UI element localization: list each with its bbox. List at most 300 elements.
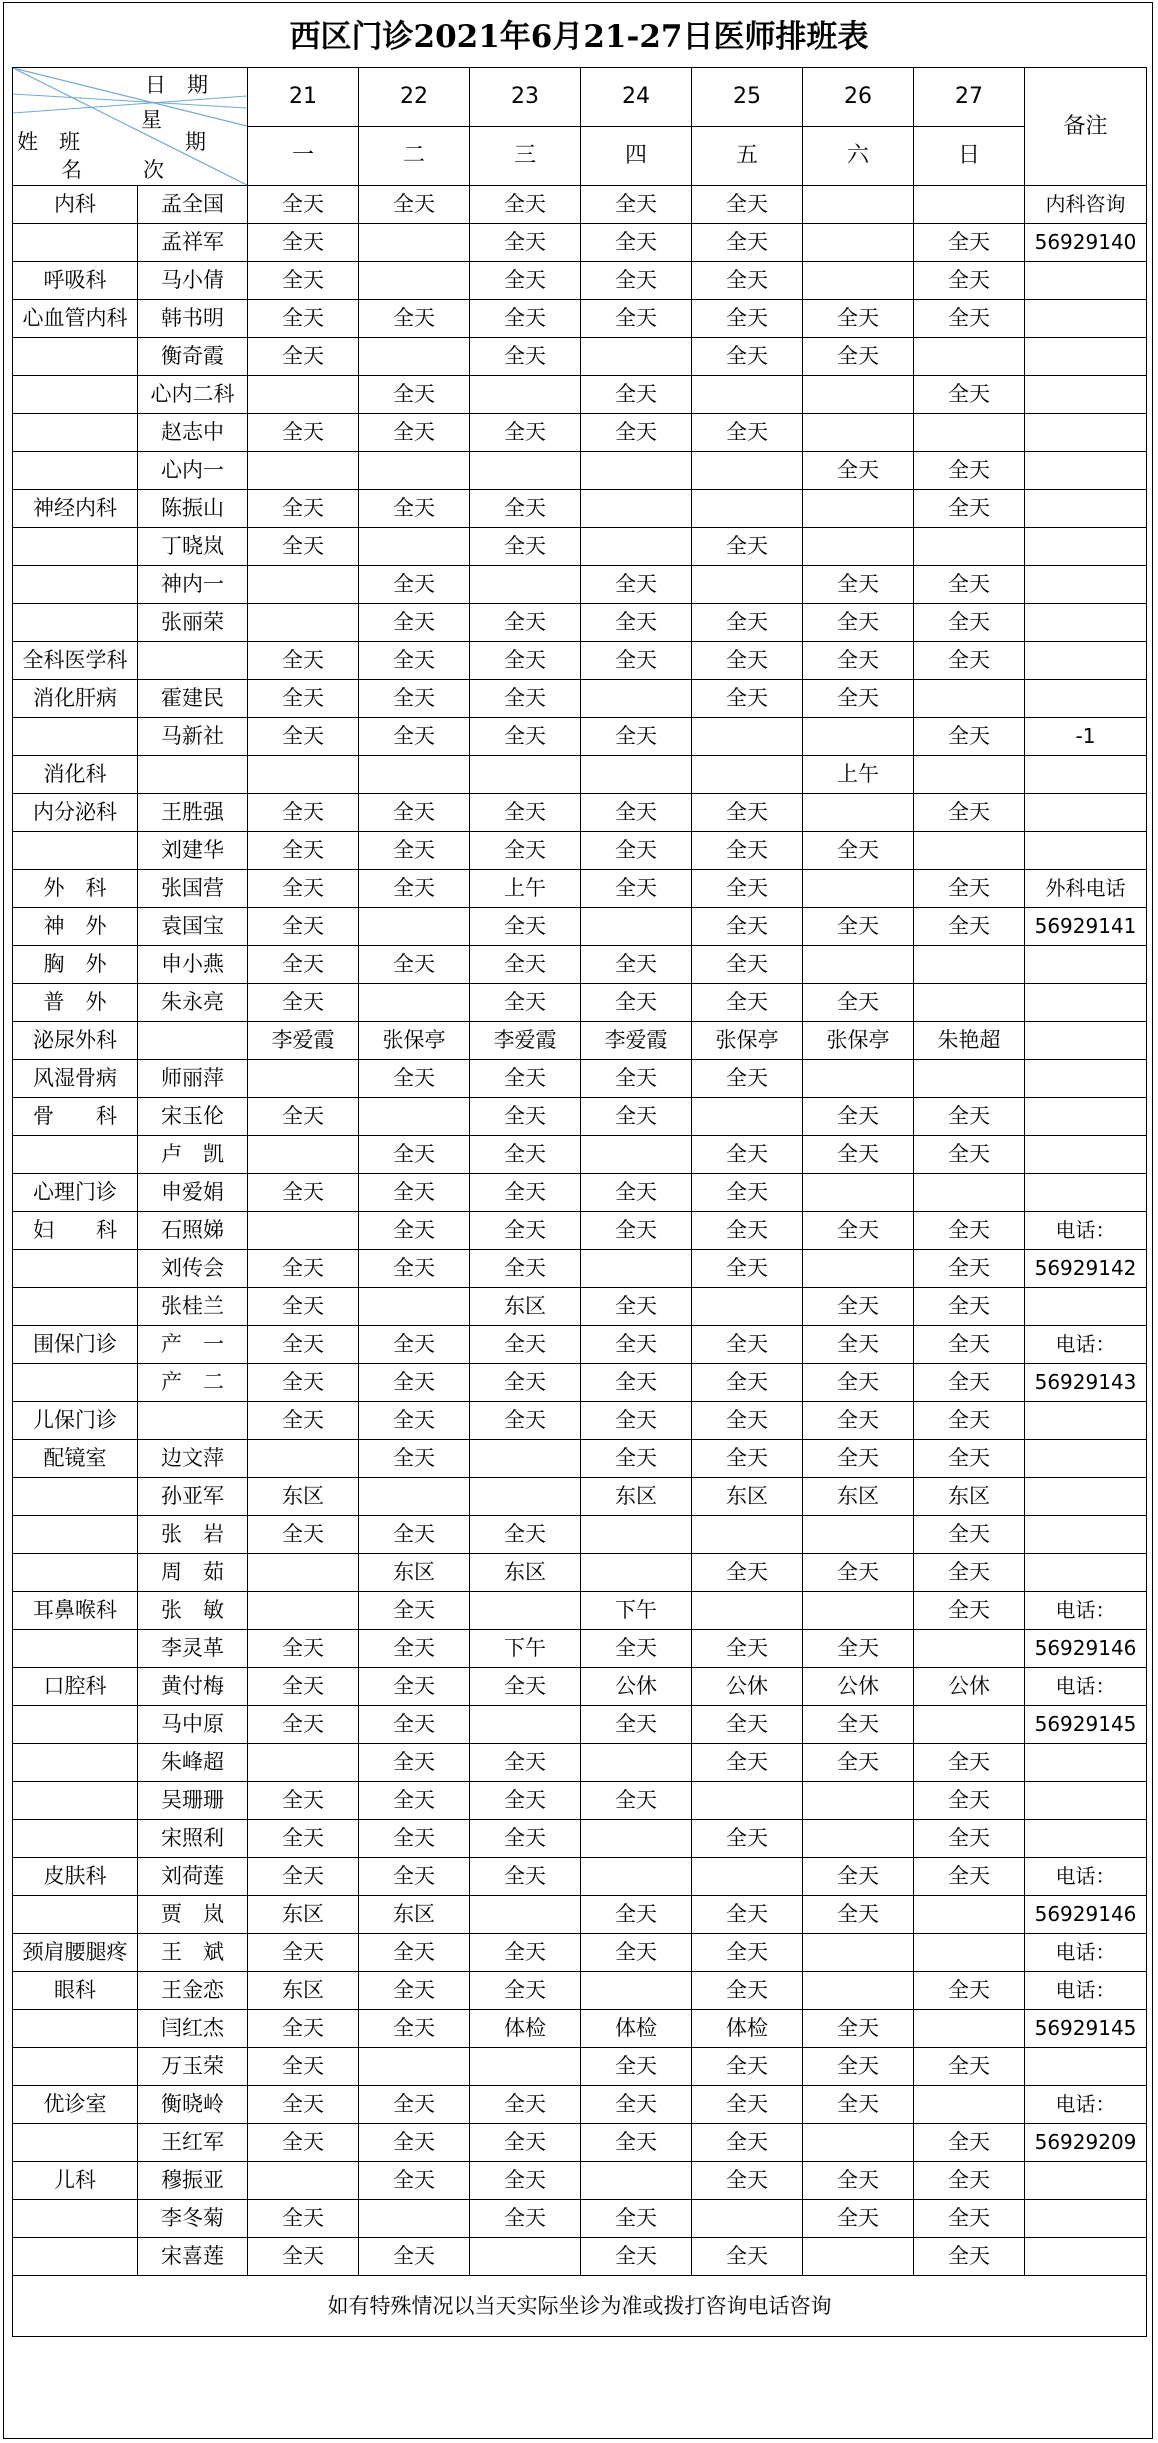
doctor-cell: 韩书明 <box>138 300 248 338</box>
shift-cell: 全天 <box>914 1592 1025 1630</box>
shift-cell: 东区 <box>470 1554 581 1592</box>
shift-cell: 全天 <box>359 2162 470 2200</box>
shift-cell: 全天 <box>359 1174 470 1212</box>
shift-cell <box>803 1250 914 1288</box>
shift-cell: 李爱霞 <box>470 1022 581 1060</box>
department-cell <box>13 1516 138 1554</box>
shift-cell <box>803 186 914 224</box>
shift-cell: 全天 <box>470 414 581 452</box>
shift-cell: 全天 <box>248 1630 359 1668</box>
date-header: 27 <box>914 68 1025 127</box>
note-cell <box>1025 566 1147 604</box>
table-row <box>13 1288 1147 1326</box>
table-row <box>13 1098 1147 1136</box>
shift-cell: 全天 <box>581 186 692 224</box>
note-cell <box>1025 490 1147 528</box>
shift-cell: 全天 <box>470 718 581 756</box>
shift-cell: 全天 <box>692 1554 803 1592</box>
shift-cell: 全天 <box>803 908 914 946</box>
shift-cell: 全天 <box>470 224 581 262</box>
doctor-cell: 霍建民 <box>138 680 248 718</box>
shift-cell: 全天 <box>359 2086 470 2124</box>
shift-cell <box>692 1098 803 1136</box>
shift-cell: 全天 <box>248 338 359 376</box>
table-row <box>13 1402 1147 1440</box>
shift-cell: 全天 <box>803 2086 914 2124</box>
shift-cell <box>803 1060 914 1098</box>
shift-cell <box>692 2200 803 2238</box>
shift-cell: 全天 <box>248 870 359 908</box>
shift-cell: 全天 <box>914 1098 1025 1136</box>
department-cell: 消化肝病 <box>13 680 138 718</box>
shift-cell: 全天 <box>470 1212 581 1250</box>
corner-label-period: 期 <box>185 130 206 154</box>
department-cell: 配镜室 <box>13 1440 138 1478</box>
department-cell: 消化科 <box>13 756 138 794</box>
shift-cell: 全天 <box>470 1934 581 1972</box>
shift-cell: 公休 <box>692 1668 803 1706</box>
department-cell: 风湿骨病 <box>13 1060 138 1098</box>
shift-cell: 全天 <box>692 1896 803 1934</box>
department-cell <box>13 2238 138 2276</box>
shift-cell: 全天 <box>914 870 1025 908</box>
shift-cell <box>914 984 1025 1022</box>
shift-cell: 李爱霞 <box>248 1022 359 1060</box>
shift-cell: 全天 <box>692 832 803 870</box>
note-cell <box>1025 414 1147 452</box>
department-cell: 全科医学科 <box>13 642 138 680</box>
shift-cell: 东区 <box>359 1554 470 1592</box>
doctor-cell: 赵志中 <box>138 414 248 452</box>
department-cell <box>13 1478 138 1516</box>
shift-cell: 全天 <box>692 1934 803 1972</box>
doctor-cell: 马中原 <box>138 1706 248 1744</box>
department-cell <box>13 2010 138 2048</box>
note-cell: 电话： <box>1025 1934 1147 1972</box>
shift-cell: 全天 <box>692 870 803 908</box>
department-cell: 内分泌科 <box>13 794 138 832</box>
note-cell <box>1025 452 1147 490</box>
shift-cell <box>248 566 359 604</box>
note-cell: 电话： <box>1025 1326 1147 1364</box>
shift-cell <box>359 2200 470 2238</box>
doctor-cell <box>138 756 248 794</box>
shift-cell <box>581 452 692 490</box>
table-row <box>13 1174 1147 1212</box>
shift-cell: 全天 <box>914 224 1025 262</box>
shift-cell: 全天 <box>914 2200 1025 2238</box>
shift-cell: 全天 <box>692 2048 803 2086</box>
shift-cell: 全天 <box>692 1060 803 1098</box>
shift-cell: 体检 <box>581 2010 692 2048</box>
table-row <box>13 1972 1147 2010</box>
table-row <box>13 376 1147 414</box>
shift-cell: 全天 <box>248 794 359 832</box>
note-cell <box>1025 2048 1147 2086</box>
department-cell <box>13 604 138 642</box>
table-row <box>13 2238 1147 2276</box>
shift-cell: 全天 <box>914 300 1025 338</box>
shift-cell <box>692 376 803 414</box>
note-cell <box>1025 1516 1147 1554</box>
shift-cell <box>803 490 914 528</box>
shift-cell <box>470 2238 581 2276</box>
shift-cell <box>914 1060 1025 1098</box>
table-row <box>13 414 1147 452</box>
table-row <box>13 1896 1147 1934</box>
shift-cell: 李爱霞 <box>581 1022 692 1060</box>
shift-cell: 全天 <box>248 186 359 224</box>
date-header: 22 <box>359 68 470 127</box>
shift-cell: 下午 <box>470 1630 581 1668</box>
shift-cell: 全天 <box>470 528 581 566</box>
shift-cell: 全天 <box>359 870 470 908</box>
shift-cell: 全天 <box>359 1516 470 1554</box>
shift-cell <box>581 1136 692 1174</box>
shift-cell: 全天 <box>359 414 470 452</box>
table-row <box>13 1706 1147 1744</box>
shift-cell <box>248 376 359 414</box>
shift-cell <box>803 1592 914 1630</box>
shift-cell: 全天 <box>248 414 359 452</box>
shift-cell <box>803 946 914 984</box>
shift-cell: 全天 <box>359 1782 470 1820</box>
table-row <box>13 1668 1147 1706</box>
shift-cell <box>803 1972 914 2010</box>
shift-cell: 全天 <box>803 1896 914 1934</box>
shift-cell: 全天 <box>581 262 692 300</box>
shift-cell: 全天 <box>692 1440 803 1478</box>
table-row <box>13 2048 1147 2086</box>
shift-cell: 全天 <box>470 1136 581 1174</box>
shift-cell: 全天 <box>470 338 581 376</box>
department-cell <box>13 2048 138 2086</box>
department-cell: 颈肩腰腿疼 <box>13 1934 138 1972</box>
shift-cell: 全天 <box>359 1744 470 1782</box>
shift-cell: 全天 <box>470 604 581 642</box>
shift-cell <box>803 1934 914 1972</box>
table-row <box>13 832 1147 870</box>
department-cell <box>13 1706 138 1744</box>
doctor-cell: 王胜强 <box>138 794 248 832</box>
shift-cell: 全天 <box>581 832 692 870</box>
shift-cell: 全天 <box>803 2048 914 2086</box>
doctor-cell: 卢 凯 <box>138 1136 248 1174</box>
shift-cell <box>914 2086 1025 2124</box>
shift-cell: 全天 <box>248 1706 359 1744</box>
corner-label-order: 次 <box>143 158 164 182</box>
note-cell: 56929140 <box>1025 224 1147 262</box>
shift-cell: 全天 <box>248 946 359 984</box>
shift-cell: 全天 <box>359 566 470 604</box>
shift-cell: 全天 <box>692 1630 803 1668</box>
shift-cell: 全天 <box>581 946 692 984</box>
shift-cell: 全天 <box>470 1174 581 1212</box>
table-row <box>13 338 1147 376</box>
table-row <box>13 1516 1147 1554</box>
department-cell: 皮肤科 <box>13 1858 138 1896</box>
note-cell <box>1025 338 1147 376</box>
department-cell: 耳鼻喉科 <box>13 1592 138 1630</box>
department-cell: 心血管内科 <box>13 300 138 338</box>
shift-cell <box>248 2162 359 2200</box>
shift-cell: 全天 <box>914 2238 1025 2276</box>
shift-cell <box>692 1516 803 1554</box>
shift-cell: 全天 <box>470 1744 581 1782</box>
department-cell <box>13 1136 138 1174</box>
department-cell <box>13 528 138 566</box>
shift-cell: 全天 <box>359 1212 470 1250</box>
department-cell <box>13 338 138 376</box>
shift-cell: 全天 <box>248 642 359 680</box>
note-cell <box>1025 794 1147 832</box>
shift-cell: 全天 <box>470 2086 581 2124</box>
shift-cell: 全天 <box>692 186 803 224</box>
shift-cell: 全天 <box>914 2162 1025 2200</box>
shift-cell <box>581 756 692 794</box>
shift-cell: 全天 <box>470 794 581 832</box>
shift-cell: 全天 <box>914 1440 1025 1478</box>
shift-cell: 全天 <box>803 1326 914 1364</box>
shift-cell: 全天 <box>581 604 692 642</box>
shift-cell: 全天 <box>692 1706 803 1744</box>
table-row <box>13 984 1147 1022</box>
department-cell: 儿科 <box>13 2162 138 2200</box>
note-cell <box>1025 604 1147 642</box>
shift-cell <box>803 1782 914 1820</box>
shift-cell <box>692 452 803 490</box>
note-cell <box>1025 1478 1147 1516</box>
shift-cell: 全天 <box>470 2124 581 2162</box>
date-header: 23 <box>470 68 581 127</box>
shift-cell: 全天 <box>470 946 581 984</box>
doctor-cell: 闫红杰 <box>138 2010 248 2048</box>
doctor-cell <box>138 642 248 680</box>
footer-note: 如有特殊情况以当天实际坐诊为准或拨打咨询电话咨询 <box>13 2276 1147 2337</box>
shift-cell <box>248 1212 359 1250</box>
department-cell: 胸 外 <box>13 946 138 984</box>
shift-cell: 全天 <box>581 2086 692 2124</box>
shift-cell: 全天 <box>914 604 1025 642</box>
shift-cell: 全天 <box>359 376 470 414</box>
shift-cell: 全天 <box>692 2238 803 2276</box>
shift-cell: 全天 <box>914 1820 1025 1858</box>
note-cell: 电话： <box>1025 2086 1147 2124</box>
shift-cell: 全天 <box>470 490 581 528</box>
doctor-cell <box>138 1402 248 1440</box>
shift-cell: 全天 <box>581 642 692 680</box>
shift-cell <box>581 1858 692 1896</box>
shift-cell <box>359 984 470 1022</box>
shift-cell: 全天 <box>914 1858 1025 1896</box>
shift-cell: 全天 <box>470 1820 581 1858</box>
doctor-cell: 朱永亮 <box>138 984 248 1022</box>
doctor-cell: 丁晓岚 <box>138 528 248 566</box>
note-cell <box>1025 1820 1147 1858</box>
note-cell: 56929142 <box>1025 1250 1147 1288</box>
note-cell: 电话： <box>1025 1592 1147 1630</box>
shift-cell <box>692 718 803 756</box>
shift-cell: 全天 <box>803 1858 914 1896</box>
shift-cell: 全天 <box>359 604 470 642</box>
doctor-cell: 衡晓岭 <box>138 2086 248 2124</box>
doctor-cell: 王 斌 <box>138 1934 248 1972</box>
shift-cell: 全天 <box>248 1516 359 1554</box>
shift-cell: 全天 <box>248 1820 359 1858</box>
shift-cell: 全天 <box>914 2048 1025 2086</box>
shift-cell: 张保亭 <box>803 1022 914 1060</box>
shift-cell: 全天 <box>248 2200 359 2238</box>
shift-cell: 全天 <box>581 1706 692 1744</box>
shift-cell: 全天 <box>692 1744 803 1782</box>
shift-cell: 全天 <box>914 1136 1025 1174</box>
table-row <box>13 1554 1147 1592</box>
table-row <box>13 566 1147 604</box>
shift-cell <box>359 528 470 566</box>
doctor-cell: 张桂兰 <box>138 1288 248 1326</box>
shift-cell: 全天 <box>914 1212 1025 1250</box>
shift-cell: 全天 <box>803 1402 914 1440</box>
doctor-cell: 孙亚军 <box>138 1478 248 1516</box>
table-row <box>13 1934 1147 1972</box>
table-row <box>13 2086 1147 2124</box>
shift-cell: 全天 <box>248 908 359 946</box>
shift-cell: 公休 <box>803 1668 914 1706</box>
shift-cell: 全天 <box>914 376 1025 414</box>
department-cell: 神 外 <box>13 908 138 946</box>
shift-cell: 全天 <box>359 1858 470 1896</box>
doctor-cell: 产 一 <box>138 1326 248 1364</box>
shift-cell: 全天 <box>581 718 692 756</box>
shift-cell <box>914 1174 1025 1212</box>
schedule-table <box>12 67 1147 2337</box>
shift-cell: 全天 <box>914 1972 1025 2010</box>
note-cell <box>1025 984 1147 1022</box>
shift-cell: 全天 <box>803 338 914 376</box>
doctor-cell: 李灵革 <box>138 1630 248 1668</box>
shift-cell: 全天 <box>803 2162 914 2200</box>
shift-cell: 全天 <box>470 680 581 718</box>
shift-cell <box>581 1972 692 2010</box>
table-row <box>13 1820 1147 1858</box>
shift-cell: 全天 <box>470 1098 581 1136</box>
note-cell <box>1025 1402 1147 1440</box>
doctor-cell: 刘传会 <box>138 1250 248 1288</box>
note-cell: 电话： <box>1025 1668 1147 1706</box>
shift-cell: 全天 <box>692 262 803 300</box>
shift-cell: 全天 <box>581 1174 692 1212</box>
shift-cell <box>359 1288 470 1326</box>
date-header: 25 <box>692 68 803 127</box>
note-cell <box>1025 1174 1147 1212</box>
shift-cell: 全天 <box>470 1668 581 1706</box>
shift-cell: 全天 <box>914 1326 1025 1364</box>
table-row <box>13 1744 1147 1782</box>
shift-cell: 全天 <box>803 984 914 1022</box>
shift-cell: 东区 <box>248 1972 359 2010</box>
shift-cell: 公休 <box>581 1668 692 1706</box>
shift-cell: 全天 <box>914 1744 1025 1782</box>
shift-cell <box>470 1440 581 1478</box>
shift-cell: 全天 <box>581 984 692 1022</box>
shift-cell <box>470 756 581 794</box>
table-row <box>13 2010 1147 2048</box>
note-cell <box>1025 756 1147 794</box>
shift-cell: 全天 <box>692 680 803 718</box>
shift-cell <box>359 224 470 262</box>
shift-cell: 全天 <box>248 2238 359 2276</box>
shift-cell: 东区 <box>470 1288 581 1326</box>
shift-cell: 全天 <box>470 984 581 1022</box>
note-cell <box>1025 1288 1147 1326</box>
department-cell <box>13 1364 138 1402</box>
table-row <box>13 262 1147 300</box>
doctor-cell: 心内一 <box>138 452 248 490</box>
shift-cell: 东区 <box>914 1478 1025 1516</box>
shift-cell: 全天 <box>248 2010 359 2048</box>
department-cell: 妇 科 <box>13 1212 138 1250</box>
table-row <box>13 642 1147 680</box>
department-cell: 优诊室 <box>13 2086 138 2124</box>
table-row <box>13 1782 1147 1820</box>
shift-cell: 全天 <box>914 2124 1025 2162</box>
note-cell <box>1025 1554 1147 1592</box>
shift-cell: 全天 <box>803 1706 914 1744</box>
department-cell <box>13 1630 138 1668</box>
shift-cell: 全天 <box>692 604 803 642</box>
shift-cell: 全天 <box>914 1516 1025 1554</box>
shift-cell: 全天 <box>359 1136 470 1174</box>
shift-cell <box>914 1896 1025 1934</box>
shift-cell: 全天 <box>359 680 470 718</box>
doctor-cell: 申小燕 <box>138 946 248 984</box>
note-cell <box>1025 1060 1147 1098</box>
shift-cell: 全天 <box>248 1858 359 1896</box>
shift-cell: 全天 <box>803 1136 914 1174</box>
shift-cell <box>914 186 1025 224</box>
department-cell <box>13 224 138 262</box>
shift-cell: 全天 <box>581 1934 692 1972</box>
weekday-header: 二 <box>359 127 470 186</box>
table-row <box>13 1440 1147 1478</box>
shift-cell: 全天 <box>248 1934 359 1972</box>
doctor-cell: 孟祥军 <box>138 224 248 262</box>
shift-cell: 全天 <box>692 1364 803 1402</box>
shift-cell: 体检 <box>470 2010 581 2048</box>
shift-cell: 全天 <box>470 1782 581 1820</box>
corner-label-date: 日 期 <box>145 73 208 97</box>
table-row <box>13 908 1147 946</box>
shift-cell <box>470 1896 581 1934</box>
note-cell <box>1025 262 1147 300</box>
shift-cell <box>359 1478 470 1516</box>
doctor-cell: 师丽萍 <box>138 1060 248 1098</box>
shift-cell: 全天 <box>581 1288 692 1326</box>
shift-cell <box>914 1934 1025 1972</box>
department-cell: 心理门诊 <box>13 1174 138 1212</box>
shift-cell: 全天 <box>692 1402 803 1440</box>
department-cell: 眼科 <box>13 1972 138 2010</box>
shift-cell: 全天 <box>359 2010 470 2048</box>
shift-cell: 全天 <box>248 1288 359 1326</box>
shift-cell <box>914 1706 1025 1744</box>
shift-cell: 全天 <box>692 528 803 566</box>
shift-cell: 全天 <box>803 832 914 870</box>
shift-cell: 全天 <box>692 794 803 832</box>
department-cell <box>13 2200 138 2238</box>
doctor-cell: 穆振亚 <box>138 2162 248 2200</box>
shift-cell: 全天 <box>359 1706 470 1744</box>
